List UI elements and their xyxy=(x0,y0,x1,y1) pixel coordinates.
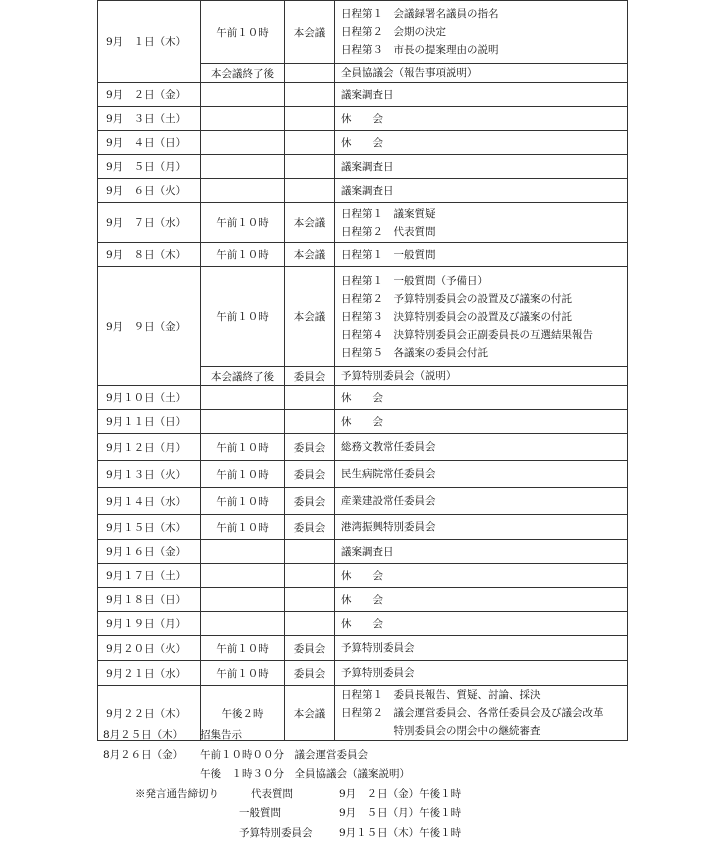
note-briefing-am: 午前１０時００分 議会運営委員会 xyxy=(200,746,368,766)
schedule-time: 本会議終了後 xyxy=(201,64,285,83)
schedule-venue: 委員会 xyxy=(285,661,335,686)
schedule-agenda xyxy=(335,686,628,741)
agenda-item: 議案調査日 xyxy=(341,158,622,176)
schedule-venue xyxy=(285,64,335,83)
agenda-item: 日程第２ 議会運営委員会、各常任委員会及び議会改革 xyxy=(341,704,622,722)
schedule-date: 9月１３日（火） xyxy=(98,461,201,488)
agenda-item: 予算特別委員会 xyxy=(341,639,622,657)
schedule-time: 午前１０時 xyxy=(201,515,285,540)
deadline-label: 一般質問 xyxy=(239,804,281,824)
schedule-row xyxy=(98,461,628,488)
deadline-date: 9月 ５日（月）午後１時 xyxy=(339,804,461,824)
schedule-time: 午前１０時 xyxy=(201,434,285,461)
schedule-row xyxy=(98,243,628,267)
note-convocation-text: 招集告示 xyxy=(200,726,242,746)
schedule-time xyxy=(201,540,285,564)
schedule-date: 9月 ２日（金） xyxy=(98,83,201,107)
schedule-date: 9月１８日（日） xyxy=(98,588,201,612)
schedule-row xyxy=(98,588,628,612)
schedule-time xyxy=(201,410,285,434)
schedule-date: 9月２１日（水） xyxy=(98,661,201,686)
schedule-time xyxy=(201,564,285,588)
schedule-time: 午前１０時 xyxy=(201,636,285,661)
schedule-venue: 委員会 xyxy=(285,367,335,386)
schedule-venue: 本会議 xyxy=(285,1,335,64)
schedule-agenda xyxy=(335,564,628,588)
deadline-date: 9月１５日（木）午後１時 xyxy=(339,824,461,843)
agenda-item: 全員協議会（報告事項説明） xyxy=(341,64,622,82)
agenda-item: 休 会 xyxy=(341,413,622,431)
schedule-time: 午後２時 xyxy=(201,686,285,741)
schedule-row xyxy=(98,1,628,64)
agenda-item: 民生病院常任委員会 xyxy=(341,465,622,483)
schedule-time xyxy=(201,588,285,612)
schedule-row xyxy=(98,267,628,367)
schedule-date: 9月１２日（月） xyxy=(98,434,201,461)
schedule-agenda xyxy=(335,588,628,612)
schedule-agenda xyxy=(335,515,628,540)
deadline-label: 代表質問 xyxy=(251,785,293,805)
schedule-date: 9月１６日（金） xyxy=(98,540,201,564)
schedule-venue: 委員会 xyxy=(285,434,335,461)
schedule-date: 9月 ５日（月） xyxy=(98,155,201,179)
schedule-table xyxy=(97,0,628,741)
schedule-row xyxy=(98,540,628,564)
schedule-date: 9月２２日（木） xyxy=(98,686,201,741)
note-briefing-date: 8月２６日（金） xyxy=(103,746,183,766)
schedule-time xyxy=(201,155,285,179)
schedule-agenda xyxy=(335,410,628,434)
schedule-agenda xyxy=(335,1,628,64)
schedule-venue xyxy=(285,386,335,410)
note-convocation-date: 8月２５日（木） xyxy=(103,726,183,746)
schedule-agenda xyxy=(335,64,628,83)
schedule-venue xyxy=(285,612,335,636)
agenda-item: 日程第３ 市長の提案理由の説明 xyxy=(341,41,622,59)
schedule-date: 9月 ３日（土） xyxy=(98,107,201,131)
schedule-time: 午前１０時 xyxy=(201,243,285,267)
agenda-item: 総務文教常任委員会 xyxy=(341,438,622,456)
schedule-row xyxy=(98,488,628,515)
agenda-item: 休 会 xyxy=(341,389,622,407)
schedule-venue xyxy=(285,564,335,588)
schedule-venue xyxy=(285,131,335,155)
schedule-row xyxy=(98,386,628,410)
agenda-item: 日程第１ 一般質問 xyxy=(341,246,622,264)
schedule-agenda xyxy=(335,203,628,243)
schedule-time xyxy=(201,179,285,203)
schedule-time xyxy=(201,83,285,107)
schedule-row xyxy=(98,203,628,243)
schedule-date: 9月１５日（木） xyxy=(98,515,201,540)
schedule-venue: 委員会 xyxy=(285,636,335,661)
schedule-venue xyxy=(285,179,335,203)
schedule-time: 午前１０時 xyxy=(201,461,285,488)
deadline-date: 9月 ２日（金）午後１時 xyxy=(339,785,461,805)
schedule-date: 9月 ４日（日） xyxy=(98,131,201,155)
agenda-item: 日程第１ 会議録署名議員の指名 xyxy=(341,5,622,23)
schedule-venue: 委員会 xyxy=(285,515,335,540)
schedule-venue: 委員会 xyxy=(285,461,335,488)
schedule-venue: 本会議 xyxy=(285,686,335,741)
schedule-date: 9月 ６日（火） xyxy=(98,179,201,203)
schedule-agenda xyxy=(335,488,628,515)
schedule-time xyxy=(201,386,285,410)
schedule-row xyxy=(98,661,628,686)
schedule-time: 午前１０時 xyxy=(201,661,285,686)
schedule-row xyxy=(98,155,628,179)
schedule-date: 9月 ８日（木） xyxy=(98,243,201,267)
schedule-row xyxy=(98,179,628,203)
schedule-date: 9月１０日（土） xyxy=(98,386,201,410)
deadline-label: 予算特別委員会 xyxy=(239,824,313,843)
schedule-agenda xyxy=(335,155,628,179)
schedule-agenda xyxy=(335,434,628,461)
schedule-date: 9月１７日（土） xyxy=(98,564,201,588)
agenda-item: 予算特別委員会（説明） xyxy=(341,367,622,385)
schedule-venue xyxy=(285,410,335,434)
schedule-row xyxy=(98,83,628,107)
note-briefing-pm: 午後 １時３０分 全員協議会（議案説明） xyxy=(200,765,410,785)
agenda-item: 特別委員会の閉会中の継続審査 xyxy=(341,722,622,740)
schedule-time xyxy=(201,612,285,636)
schedule-agenda xyxy=(335,83,628,107)
schedule-row xyxy=(98,564,628,588)
agenda-item: 日程第１ 議案質疑 xyxy=(341,205,622,223)
schedule-date: 9月２０日（火） xyxy=(98,636,201,661)
agenda-item: 日程第２ 会期の決定 xyxy=(341,23,622,41)
schedule-agenda xyxy=(335,636,628,661)
agenda-item: 産業建設常任委員会 xyxy=(341,492,622,510)
schedule-agenda xyxy=(335,661,628,686)
schedule-date: 9月１１日（日） xyxy=(98,410,201,434)
agenda-item: 議案調査日 xyxy=(341,543,622,561)
agenda-item: 日程第４ 決算特別委員会正副委員長の互選結果報告 xyxy=(341,326,622,344)
agenda-item: 休 会 xyxy=(341,110,622,128)
schedule-date: 9月 １日（木） xyxy=(98,1,201,83)
schedule-agenda xyxy=(335,267,628,367)
schedule-time: 午前１０時 xyxy=(201,203,285,243)
schedule-time: 午前１０時 xyxy=(201,267,285,367)
agenda-item: 日程第３ 決算特別委員会の設置及び議案の付託 xyxy=(341,308,622,326)
schedule-venue xyxy=(285,107,335,131)
schedule-row xyxy=(98,131,628,155)
schedule-time: 本会議終了後 xyxy=(201,367,285,386)
agenda-item: 日程第１ 委員長報告、質疑、討論、採決 xyxy=(341,686,622,704)
agenda-item: 予算特別委員会 xyxy=(341,664,622,682)
schedule-row xyxy=(98,515,628,540)
schedule-agenda xyxy=(335,107,628,131)
schedule-agenda xyxy=(335,461,628,488)
agenda-item: 議案調査日 xyxy=(341,182,622,200)
schedule-venue xyxy=(285,155,335,179)
schedule-time xyxy=(201,107,285,131)
agenda-item: 休 会 xyxy=(341,615,622,633)
schedule-venue xyxy=(285,588,335,612)
schedule-date: 9月 ７日（水） xyxy=(98,203,201,243)
schedule-time: 午前１０時 xyxy=(201,1,285,64)
schedule-agenda xyxy=(335,612,628,636)
deadline-heading: ※発言通告締切り xyxy=(135,785,219,805)
schedule-row xyxy=(98,636,628,661)
schedule-date: 9月 ９日（金） xyxy=(98,267,201,386)
agenda-item: 休 会 xyxy=(341,134,622,152)
agenda-item: 日程第１ 一般質問（予備日） xyxy=(341,272,622,290)
schedule-date: 9月１９日（月） xyxy=(98,612,201,636)
schedule-row xyxy=(98,434,628,461)
schedule-agenda xyxy=(335,540,628,564)
schedule-venue: 本会議 xyxy=(285,267,335,367)
schedule-agenda xyxy=(335,131,628,155)
schedule-venue xyxy=(285,540,335,564)
agenda-item: 日程第２ 予算特別委員会の設置及び議案の付託 xyxy=(341,290,622,308)
schedule-row xyxy=(98,410,628,434)
schedule-venue xyxy=(285,83,335,107)
schedule-time xyxy=(201,131,285,155)
schedule-agenda xyxy=(335,243,628,267)
schedule-date: 9月１４日（水） xyxy=(98,488,201,515)
schedule-venue: 委員会 xyxy=(285,488,335,515)
schedule-venue: 本会議 xyxy=(285,203,335,243)
schedule-row xyxy=(98,107,628,131)
agenda-item: 日程第２ 代表質問 xyxy=(341,223,622,241)
agenda-item: 港湾振興特別委員会 xyxy=(341,518,622,536)
agenda-item: 休 会 xyxy=(341,591,622,609)
schedule-venue: 本会議 xyxy=(285,243,335,267)
agenda-item: 日程第５ 各議案の委員会付託 xyxy=(341,344,622,362)
schedule-row xyxy=(98,612,628,636)
schedule-time: 午前１０時 xyxy=(201,488,285,515)
schedule-agenda xyxy=(335,179,628,203)
schedule-agenda xyxy=(335,386,628,410)
schedule-agenda xyxy=(335,367,628,386)
agenda-item: 休 会 xyxy=(341,567,622,585)
agenda-item: 議案調査日 xyxy=(341,86,622,104)
